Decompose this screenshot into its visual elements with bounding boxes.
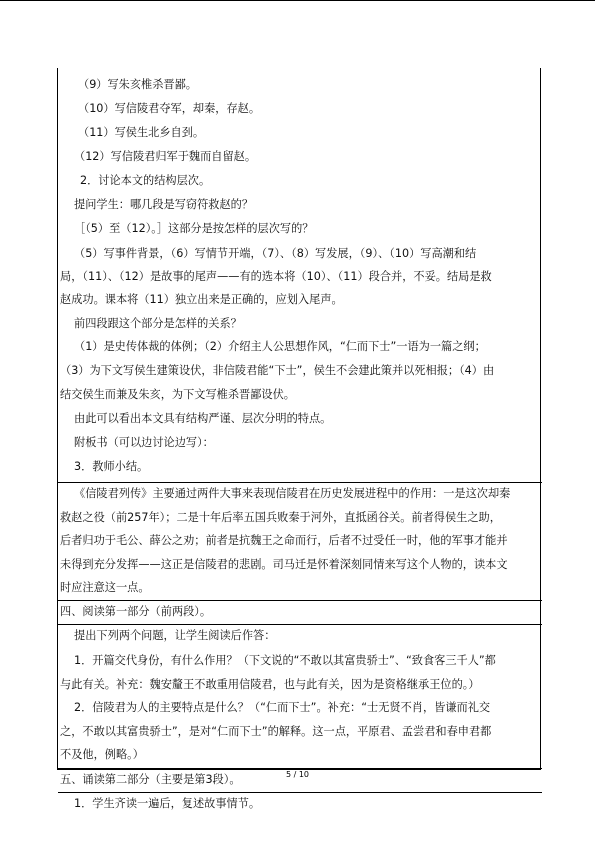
text-line: 1．学生齐读一遍后，复述故事情节。 — [74, 797, 261, 810]
text-line: 四、阅读第一部分（前两段）。 — [60, 605, 212, 618]
text-line: 提问学生：哪几段是写窃符救赵的？ — [74, 198, 254, 211]
text-line: 与此有关。补充：魏安釐王不敢重用信陵君，也与此有关，因为是资格继承王位的。） — [60, 678, 480, 691]
text-line: （1）是史传体裁的体例；（2）介绍主人公思想作风，“仁而下士”一语为一篇之纲； — [74, 340, 486, 353]
text-line: （11）写侯生北乡自刭。 — [78, 126, 205, 139]
text-line: 未得到充分发挥——这正是信陵君的悲剧。司马迁是怀着深刻同情来写这个人物的，读本文 — [60, 558, 508, 571]
text-line: （9）写朱亥椎杀晋鄙。 — [78, 78, 197, 91]
text-line: 五、诵读第二部分（主要是第3段）。 — [60, 773, 241, 786]
text-line: 之，不敢以其富贵骄士”，是对“仁而下士”的解释。这一点，平原君、孟尝君和春申君都 — [60, 725, 492, 738]
text-line: 不及他，例略。） — [60, 748, 144, 761]
text-line: 前四段跟这个部分是怎样的关系？ — [74, 317, 242, 330]
text-line: （12）写信陵君归军于魏而自留赵。 — [74, 150, 257, 163]
text-line: 由此可以看出本文具有结构严谨、层次分明的特点。 — [74, 412, 332, 425]
text-line: （3）为下文写侯生建策设伏，非信陵君能“下士”，侯生不会建此策并以死相报；（4）由 — [60, 364, 495, 377]
page-number: 5 / 10 — [285, 770, 310, 779]
page-top-rule — [0, 0, 595, 1]
text-line: 赵成功。课本将（11）独立出来是正确的，应划入尾声。 — [60, 293, 343, 306]
text-line: 救赵之役（前257年）；二是十年后率五国兵败秦于河外，直抵函谷关。前者得侯生之助， — [60, 511, 501, 524]
text-line: 提出下列两个问题，让学生阅读后作答： — [74, 629, 276, 642]
text-line: 2．讨论本文的结构层次。 — [80, 174, 211, 187]
text-line: 2．信陵君为人的主要特点是什么？（“仁而下士”。补充：“士无贤不肖，皆谦而礼交 — [74, 701, 491, 714]
text-line: 结交侯生而兼及朱亥，为下文写椎杀晋鄙设伏。 — [60, 388, 295, 401]
text-line: 附板书（可以边讨论边写）： — [74, 436, 214, 449]
text-line: 3．教师小结。 — [74, 460, 149, 473]
text-line: ［（5）至（12）。］这部分是按怎样的层次写的？ — [74, 222, 314, 235]
text-line: 后者归功于毛公、薛公之劝；前者是抗魏王之命而行，后者不过受任一时，他的军事才能并 — [60, 534, 508, 547]
text-line: （10）写信陵君夺军，却秦，存赵。 — [78, 102, 261, 115]
text-line: （5）写事件背景，（6）写情节开端，（7）、（8）写发展，（9）、（10）写高潮和结 — [74, 247, 477, 260]
text-line: 《信陵君列传》主要通过两件大事来表现信陵君在历史发展进程中的作用：一是这次却秦 — [74, 487, 511, 500]
text-line: 局，（11）、（12）是故事的尾声——有的选本将（10）、（11）段合并，不妥。结局是救 — [60, 270, 492, 283]
text-line: 1．开篇交代身份，有什么作用？（下文说的“不敢以其富贵骄士”、“致食客三千人”都 — [74, 654, 496, 667]
text-line: 时应注意这一点。 — [60, 581, 150, 594]
